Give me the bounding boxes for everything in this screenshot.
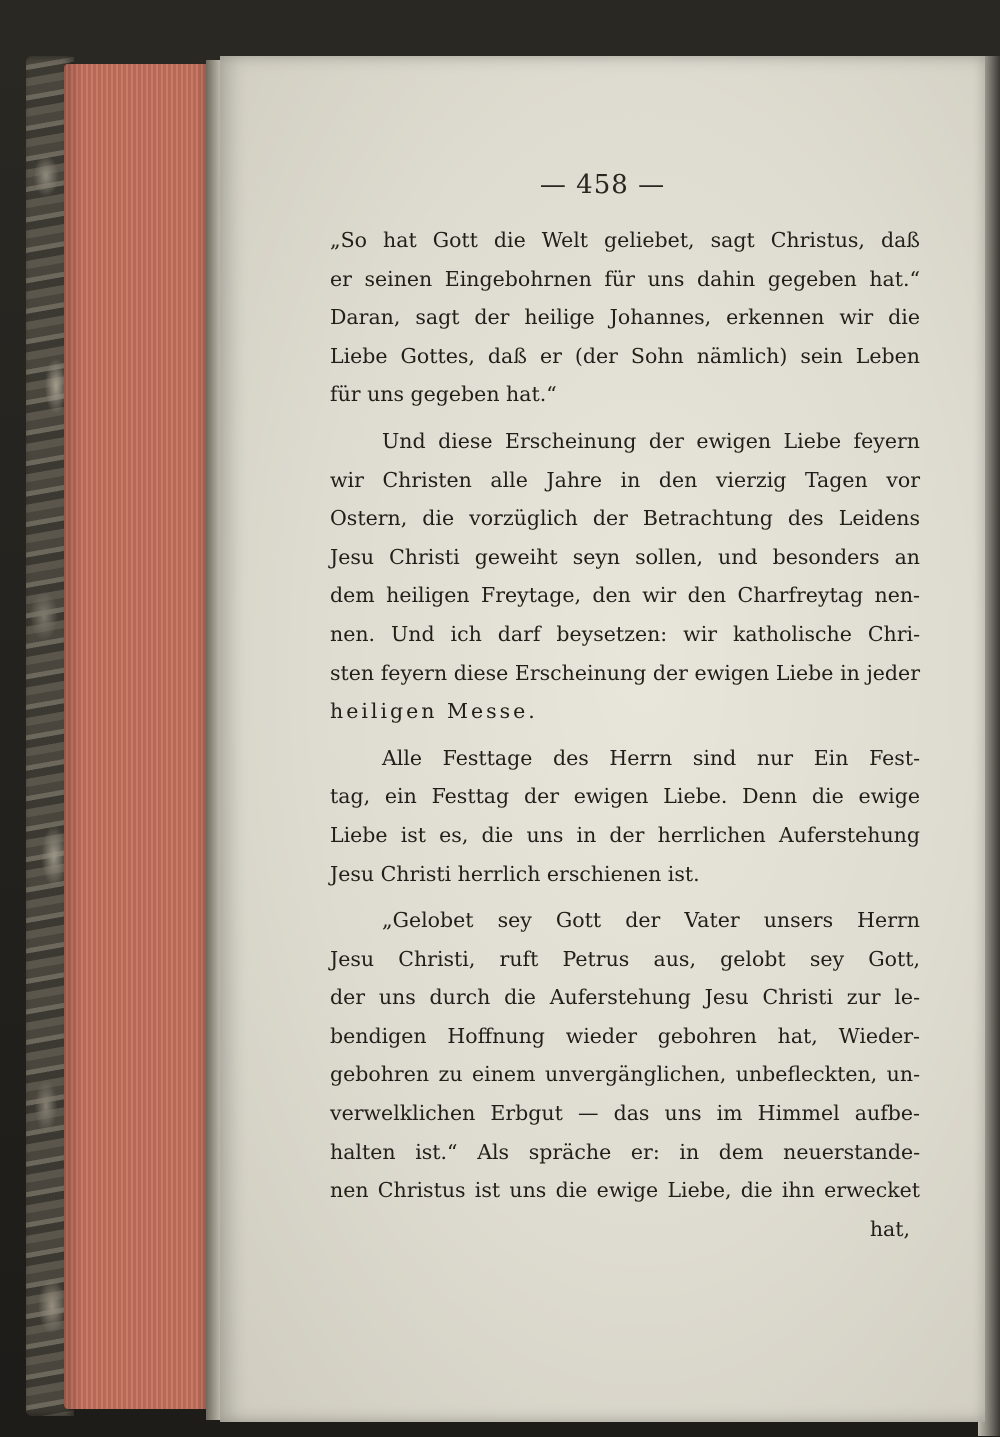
text-line: Ostern, die vorzüglich der Betrachtung des Leidens <box>330 506 920 531</box>
paragraph <box>330 221 920 414</box>
paragraph <box>330 901 920 1210</box>
text-line: Jesu Christi herrlich erschienen ist. <box>330 861 700 886</box>
text-line: tag, ein Festtag der ewigen Liebe. Denn die ewige <box>330 784 920 809</box>
text-line: er seinen Eingebohrnen für uns dahin gegeben hat.“ <box>330 266 920 291</box>
text-line: für uns gegeben hat.“ <box>330 382 557 407</box>
text-line: Liebe ist es, die uns in der herrlichen Auferstehung <box>330 822 920 847</box>
catchword: hat, <box>869 1216 910 1241</box>
page-number: — 458 — <box>539 170 666 200</box>
text-line: nen. Und ich darf beysetzen: wir katholische Chri- <box>330 621 920 646</box>
text-line: wir Christen alle Jahre in den vierzig Tagen vor <box>330 467 920 492</box>
text-line: „Gelobet sey Gott der Vater unsers Herrn <box>382 908 920 933</box>
body-text <box>330 221 920 1248</box>
text-line: Jesu Christi geweiht seyn sollen, und besonders an <box>330 544 920 569</box>
text-line: sten feyern diese Erscheinung der ewigen Liebe in jeder <box>330 660 920 685</box>
text-line: Und diese Erscheinung der ewigen Liebe feyern <box>382 428 920 453</box>
text-line: der uns durch die Auferstehung Jesu Christi zur le- <box>330 985 920 1010</box>
book-page <box>220 56 985 1422</box>
text-line: „So hat Gott die Welt geliebet, sagt Christus, daß <box>330 228 920 252</box>
text-line: Alle Festtage des Herrn sind nur Ein Fest- <box>382 745 920 770</box>
text-line: Jesu Christi, ruft Petrus aus, gelobt sey Gott, <box>330 946 920 971</box>
text-line: verwelklichen Erbgut — das uns im Himmel aufbe- <box>330 1101 920 1126</box>
text-line: gebohren zu einem unvergänglichen, unbefleckten, un- <box>330 1062 920 1087</box>
text-line: dem heiligen Freytage, den wir den Charfreytag nen- <box>330 583 920 608</box>
text-line: Liebe Gottes, daß er (der Sohn nämlich) sein Leben <box>330 343 920 368</box>
text-line: Daran, sagt der heilige Johannes, erkennen wir die <box>330 305 920 330</box>
text-line: heiligen Messe. <box>330 699 538 724</box>
text-line: halten ist.“ Als spräche er: in dem neuerstande- <box>330 1139 920 1164</box>
text-line: bendigen Hoffnung wieder gebohren hat, Wieder- <box>330 1023 920 1048</box>
paragraph <box>330 422 920 731</box>
paragraph <box>330 739 920 893</box>
red-page-edges <box>64 64 214 1409</box>
text-line: nen Christus ist uns die ewige Liebe, die ihn erwecket <box>330 1178 920 1203</box>
